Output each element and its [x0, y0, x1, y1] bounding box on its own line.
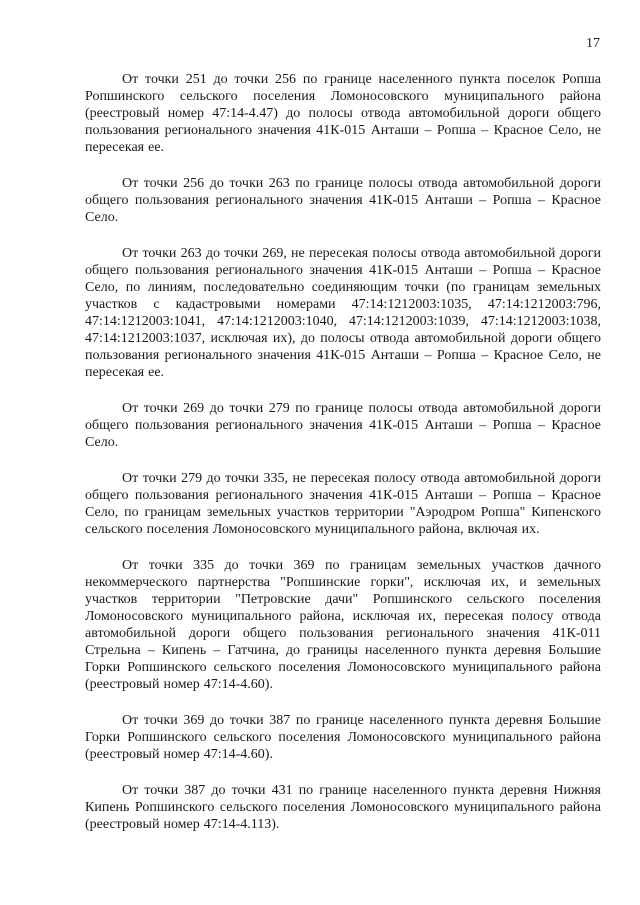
paragraph-8: От точки 387 до точки 431 по границе населенного пункта деревня Нижняя Кипень Ропшинского сельского поселения Ломоносовского муниципального района (реестровый номер 47:14-4.113). [85, 783, 601, 832]
page-number: 17 [586, 36, 600, 51]
document-body [85, 71, 601, 852]
paragraph-6: От точки 335 до точки 369 по границам земельных участков дачного некоммерческого партнерства "Ропшинские горки", исключая их, и земельных участков территории "Петровские дачи" Ропшинского сельского поселения Ломоносовского муниципального района, исключая их, пересекая полосу отвода автомобильной дороги общего пользования регионального значения 41К-011 Стрельна – Кипень – Гатчина, до границы населенного пункта деревня Большие Горки Ропшинского сельского поселения Ломоносовского муниципального района (реестровый номер 47:14-4.60). [85, 558, 601, 692]
paragraph-7: От точки 369 до точки 387 по границе населенного пункта деревня Большие Горки Ропшинского сельского поселения Ломоносовского муниципального района (реестровый номер 47:14-4.60). [85, 713, 601, 762]
paragraph-3: От точки 263 до точки 269, не пересекая полосы отвода автомобильной дороги общего пользования регионального значения 41К-015 Анташи – Ропша – Красное Село, по линиям, последовательно соединяющим точки (по границам земельных участков с кадастровыми номерами 47:14:1212003:1035, 47:14:1212003:796, 47:14:1212003:1041, 47:14:1212003:1040, 47:14:1212003:1039, 47:14:1212003:1038, 47:14:1212003:1037, исключая их), до полосы отвода автомобильной дороги общего пользования регионального значения 41К-015 Анташи – Ропша – Красное Село, не пересекая ее. [85, 246, 601, 380]
paragraph-4: От точки 269 до точки 279 по границе полосы отвода автомобильной дороги общего пользования регионального значения 41К-015 Анташи – Ропша – Красное Село. [85, 401, 601, 450]
paragraph-2: От точки 256 до точки 263 по границе полосы отвода автомобильной дороги общего пользования регионального значения 41К-015 Анташи – Ропша – Красное Село. [85, 176, 601, 225]
paragraph-5: От точки 279 до точки 335, не пересекая полосу отвода автомобильной дороги общего пользования регионального значения 41К-015 Анташи – Ропша – Красное Село, по границам земельных участков территории "Аэродром Ропша" Кипенского сельского поселения Ломоносовского муниципального района, включая их. [85, 471, 601, 537]
paragraph-1: От точки 251 до точки 256 по границе населенного пункта поселок Ропша Ропшинского сельского поселения Ломоносовского муниципального района (реестровый номер 47:14-4.47) до полосы отвода автомобильной дороги общего пользования регионального значения 41К-015 Анташи – Ропша – Красное Село, не пересекая ее. [85, 72, 601, 155]
